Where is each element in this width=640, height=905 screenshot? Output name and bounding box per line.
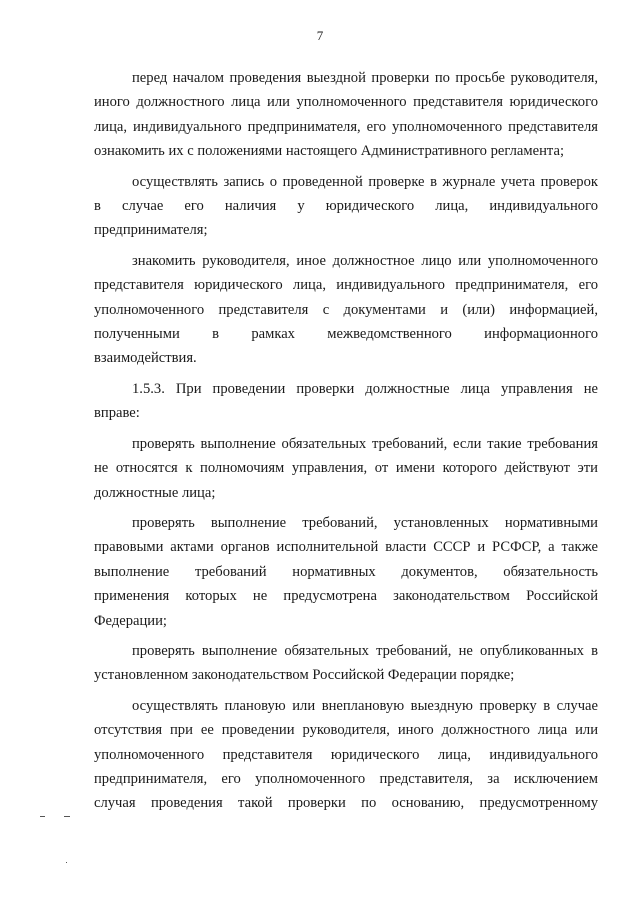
text-line: перед началом проведения выездной проверки по просьбе руководителя, (132, 70, 598, 86)
document-body (94, 66, 598, 822)
text-line: проверять выполнение обязательных требований, не опубликованных в (132, 642, 598, 659)
text-line: вправе: (94, 405, 140, 422)
text-line: установленном законодательством Российской Федерации порядке; (94, 667, 515, 684)
paragraph (94, 432, 598, 505)
text-line: иного должностного лица или уполномоченного представителя юридического (94, 94, 598, 111)
text-line: полученными в рамках межведомственного информационного (94, 326, 598, 343)
text-line: 1.5.3. При проведении проверки должностные лица управления не (132, 380, 598, 397)
text-line: осуществлять плановую или внеплановую выездную проверку в случае (132, 697, 598, 714)
paragraph (94, 170, 598, 243)
paragraph (94, 377, 598, 426)
text-line: проверять выполнение обязательных требований, если такие требования (132, 435, 598, 452)
text-line: уполномоченного представителя юридического лица, индивидуального (94, 746, 598, 763)
paragraph (94, 249, 598, 371)
text-line: уполномоченного представителя с документами и (или) информацией, (94, 301, 598, 318)
paragraph (94, 694, 598, 816)
text-line: предпринимателя; (94, 222, 208, 239)
scan-mark (66, 862, 67, 863)
page-number: 7 (316, 28, 324, 43)
text-line: должностные лица; (94, 484, 216, 501)
text-line: применения которых не предусмотрена законодательством Российской (94, 588, 598, 605)
text-line: осуществлять запись о проведенной проверке в журнале учета проверок (132, 173, 598, 190)
text-line: отсутствия при ее проведении руководителя, иного должностного лица или (94, 722, 598, 739)
text-line: взаимодействия. (94, 350, 197, 367)
text-line: ознакомить их с положениями настоящего Административного регламента; (94, 143, 565, 160)
paragraph (94, 66, 598, 164)
paragraph (94, 639, 598, 688)
text-line: знакомить руководителя, иное должностное лицо или уполномоченного (132, 252, 598, 269)
text-line: выполнение требований нормативных документов, обязательность (94, 563, 598, 580)
scan-mark (64, 816, 70, 817)
text-line: Федерации; (94, 612, 167, 629)
text-line: правовыми актами органов исполнительной власти СССР и РСФСР, а также (94, 539, 598, 556)
text-line: лица, индивидуального предпринимателя, его уполномоченного представителя (94, 118, 598, 135)
text-line: предпринимателя, его уполномоченного представителя, за исключением (94, 770, 598, 787)
text-line: не относятся к полномочиям управления, от имени которого действуют эти (94, 460, 598, 477)
text-line: в случае его наличия у юридического лица, индивидуального (94, 198, 598, 215)
text-line: представителя юридического лица, индивидуального предпринимателя, его (94, 277, 598, 294)
text-line: проверять выполнение требований, установленных нормативными (132, 514, 598, 531)
text-line: случая проведения такой проверки по основанию, предусмотренному (94, 795, 598, 812)
paragraph (94, 511, 598, 633)
scan-mark (40, 816, 45, 817)
